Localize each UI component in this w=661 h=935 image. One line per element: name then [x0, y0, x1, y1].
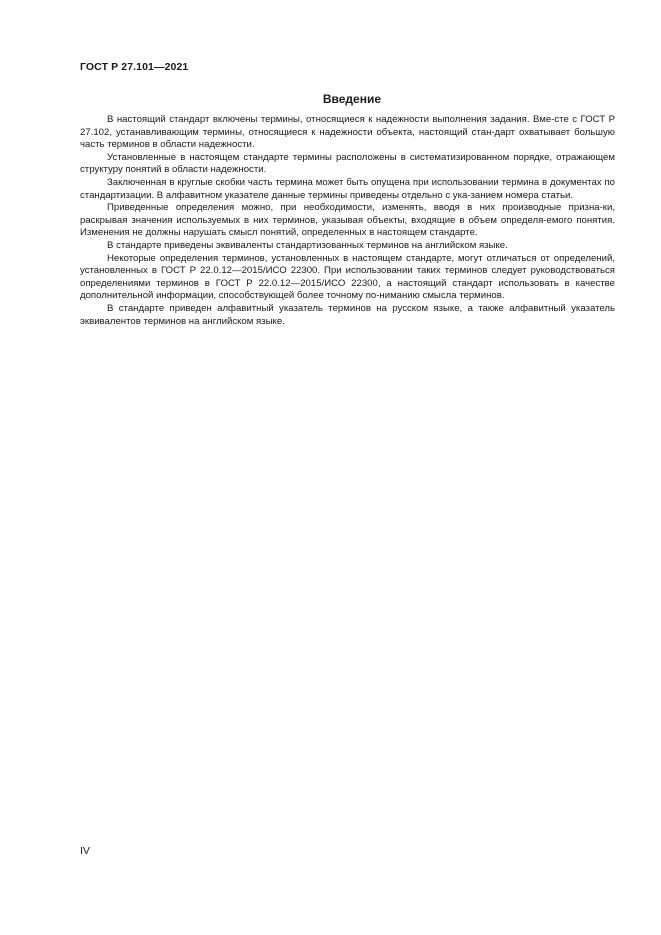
- paragraph-6: Некоторые определения терминов, установленных в настоящем стандарте, могут отличаться от определений, установленных в ГОСТ Р 22.0.12—2015/ИСО 22300. При использовании таких терминов следует руководствоваться определениями терминов в ГОСТ Р 22.0.12—2015/ИСО 22300, а настоящий стандарт использовать в качестве дополнительной информации, способствующей более точному по-ниманию смысла терминов.: [80, 252, 615, 302]
- paragraph-4: Приведенные определения можно, при необходимости, изменять, вводя в них производные призна-ки, раскрывая значения используемых в них терминов, указывая объекты, входящие в объем определя-емого понятия. Изменения не должны нарушать смысл понятий, определенных в настоящем стандарте.: [80, 202, 615, 239]
- page-number: IV: [80, 845, 90, 857]
- paragraph-3: Заключенная в круглые скобки часть термина может быть опущена при использовании термина в документах по стандартизации. В алфавитном указателе данные термины приведены отдельно с ука-занием номера статьи.: [80, 176, 615, 201]
- paragraph-2: Установленные в настоящем стандарте термины расположены в систематизированном порядке, отражающем структуру понятий в области надежности.: [80, 151, 615, 176]
- body-text: [80, 114, 615, 328]
- paragraph-7: В стандарте приведен алфавитный указатель терминов на русском языке, а также алфавитный указатель эквивалентов терминов на английском языке.: [80, 302, 615, 327]
- section-title: [80, 92, 614, 106]
- section-title-text: Введение: [322, 92, 381, 106]
- paragraph-5: В стандарте приведены эквиваленты стандартизованных терминов на английском языке.: [107, 239, 508, 251]
- document-header: ГОСТ Р 27.101—2021: [80, 61, 189, 73]
- paragraph-1: В настоящий стандарт включены термины, относящиеся к надежности выполнения задания. Вме-сте с ГОСТ Р 27.102, устанавливающим термины, относящиеся к надежности объекта, настоящий стан-дарт охватывает большую часть терминов в области надежности.: [80, 114, 615, 151]
